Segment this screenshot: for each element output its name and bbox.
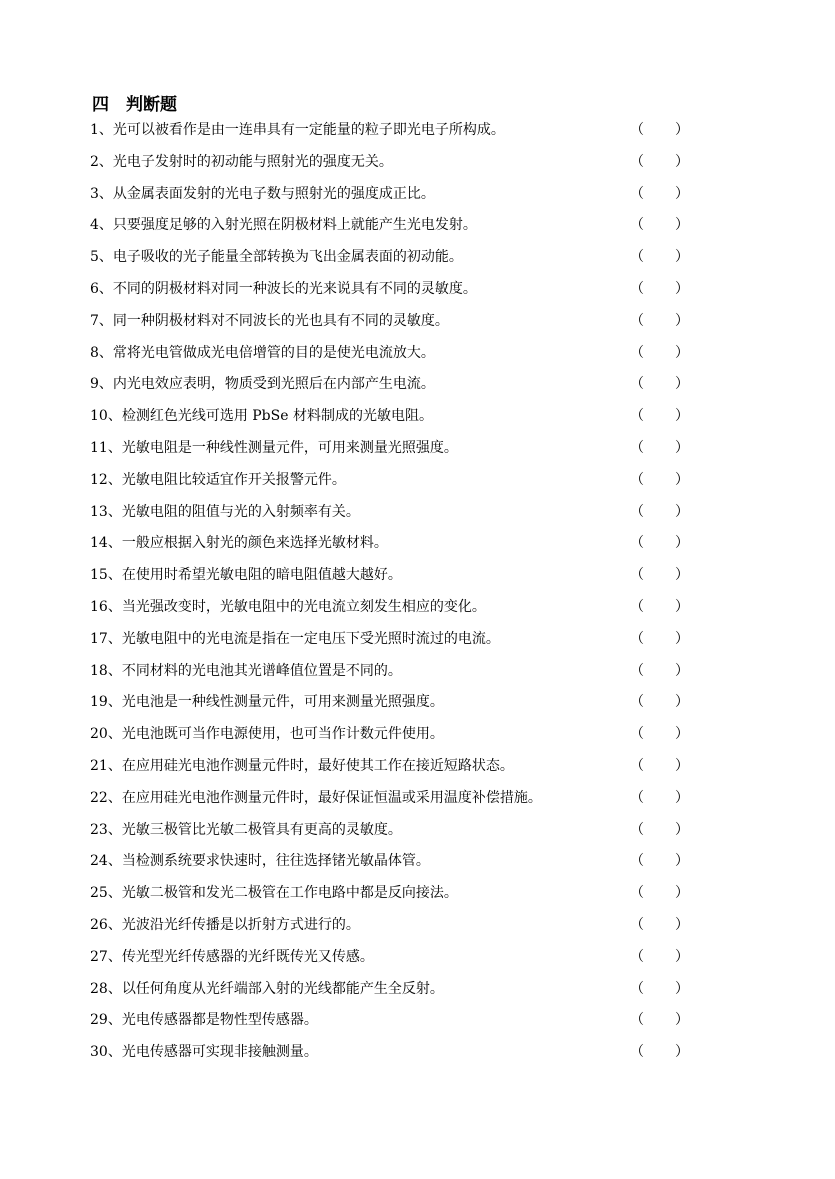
answer-paren-open: （	[630, 122, 644, 138]
question-item	[90, 692, 790, 724]
answer-paren-open: （	[630, 185, 644, 202]
answer-paren-open: （	[630, 948, 644, 965]
question-item	[90, 374, 790, 406]
answer-paren-close: ）	[675, 821, 689, 838]
question-text: 6、不同的阴极材料对同一种波长的光来说具有不同的灵敏度。	[90, 280, 477, 297]
answer-paren-open: （	[630, 885, 644, 902]
question-item	[90, 724, 790, 756]
question-item	[90, 629, 790, 661]
question-item	[90, 120, 790, 152]
answer-paren-open: （	[630, 408, 644, 425]
answer-paren-open: （	[630, 376, 644, 393]
question-item	[90, 1042, 790, 1074]
answer-paren-open: （	[630, 789, 644, 806]
question-item	[90, 915, 790, 947]
question-item	[90, 947, 790, 979]
answer-paren-close: ）	[675, 503, 689, 520]
answer-paren-open: （	[630, 916, 644, 933]
question-item	[90, 406, 790, 438]
answer-paren-close: ）	[675, 789, 689, 806]
question-text: 20、光电池既可当作电源使用，也可当作计数元件使用。	[90, 726, 444, 743]
question-text: 11、光敏电阻是一种线性测量元件，可用来测量光照强度。	[90, 439, 458, 456]
question-text: 26、光波沿光纤传播是以折射方式进行的。	[90, 916, 360, 933]
question-text: 9、内光电效应表明，物质受到光照后在内部产生电流。	[90, 376, 435, 393]
answer-paren-close: ）	[675, 376, 689, 393]
answer-paren-open: （	[630, 757, 644, 774]
question-text: 14、一般应根据入射光的颜色来选择光敏材料。	[90, 535, 388, 552]
answer-paren-close: ）	[675, 630, 689, 647]
answer-paren-open: （	[630, 853, 644, 870]
question-text: 12、光敏电阻比较适宜作开关报警元件。	[90, 471, 346, 488]
question-item	[90, 279, 790, 311]
question-item	[90, 597, 790, 629]
answer-paren-open: （	[630, 471, 644, 488]
question-text: 5、电子吸收的光子能量全部转换为飞出金属表面的初动能。	[90, 249, 463, 266]
answer-paren-close: ）	[675, 1044, 689, 1061]
answer-paren-close: ）	[675, 249, 689, 266]
question-item	[90, 1010, 790, 1042]
answer-paren-open: （	[630, 567, 644, 584]
answer-paren-close: ）	[675, 662, 689, 679]
answer-paren-close: ）	[675, 439, 689, 456]
question-item	[90, 470, 790, 502]
answer-paren-open: （	[630, 280, 644, 297]
answer-paren-close: ）	[675, 726, 689, 743]
answer-paren-open: （	[630, 1044, 644, 1061]
question-text: 23、光敏三极管比光敏二极管具有更高的灵敏度。	[90, 821, 402, 838]
answer-paren-close: ）	[675, 471, 689, 488]
question-text: 22、在应用硅光电池作测量元件时，最好保证恒温或采用温度补偿措施。	[90, 789, 542, 806]
answer-paren-close: ）	[675, 344, 689, 361]
question-text: 17、光敏电阻中的光电流是指在一定电压下受光照时流过的电流。	[90, 630, 500, 647]
question-item	[90, 311, 790, 343]
question-item	[90, 343, 790, 375]
question-item	[90, 851, 790, 883]
answer-paren-open: （	[630, 1012, 644, 1029]
question-item	[90, 820, 790, 852]
question-item	[90, 565, 790, 597]
question-text: 24、当检测系统要求快速时，往往选择锗光敏晶体管。	[90, 853, 430, 870]
answer-paren-close: ）	[675, 185, 689, 202]
section-title: 四 判断题	[92, 95, 177, 115]
answer-paren-open: （	[630, 535, 644, 552]
question-text: 4、只要强度足够的入射光照在阴极材料上就能产生光电发射。	[90, 217, 477, 234]
question-item	[90, 661, 790, 693]
question-text: 30、光电传感器可实现非接触测量。	[90, 1044, 318, 1061]
answer-paren-close: ）	[675, 535, 689, 552]
question-item	[90, 184, 790, 216]
answer-paren-close: ）	[675, 217, 689, 234]
answer-paren-open: （	[630, 344, 644, 361]
question-text: 15、在使用时希望光敏电阻的暗电阻值越大越好。	[90, 567, 402, 584]
answer-paren-close: ）	[675, 916, 689, 933]
answer-paren-open: （	[630, 694, 644, 711]
answer-paren-open: （	[630, 217, 644, 234]
answer-paren-close: ）	[675, 1012, 689, 1029]
answer-paren-close: ）	[675, 122, 689, 138]
answer-paren-open: （	[630, 249, 644, 266]
answer-paren-close: ）	[675, 280, 689, 297]
answer-paren-open: （	[630, 439, 644, 456]
answer-paren-open: （	[630, 630, 644, 647]
answer-paren-close: ）	[675, 153, 689, 170]
answer-paren-open: （	[630, 598, 644, 615]
question-text: 7、同一种阴极材料对不同波长的光也具有不同的灵敏度。	[90, 312, 449, 329]
question-text: 8、常将光电管做成光电倍增管的目的是使光电流放大。	[90, 344, 435, 361]
answer-paren-close: ）	[675, 312, 689, 329]
question-item	[90, 438, 790, 470]
question-text: 29、光电传感器都是物性型传感器。	[90, 1012, 318, 1029]
question-text: 1、光可以被看作是由一连串具有一定能量的粒子即光电子所构成。	[90, 122, 505, 138]
question-text: 16、当光强改变时，光敏电阻中的光电流立刻发生相应的变化。	[90, 598, 486, 615]
question-text: 13、光敏电阻的阻值与光的入射频率有关。	[90, 503, 360, 520]
answer-paren-close: ）	[675, 980, 689, 997]
question-text: 28、以任何角度从光纤端部入射的光线都能产生全反射。	[90, 980, 444, 997]
question-item	[90, 883, 790, 915]
question-text: 2、光电子发射时的初动能与照射光的强度无关。	[90, 153, 393, 170]
question-item	[90, 215, 790, 247]
question-item	[90, 979, 790, 1011]
answer-paren-close: ）	[675, 567, 689, 584]
answer-paren-open: （	[630, 821, 644, 838]
question-item	[90, 502, 790, 534]
answer-paren-open: （	[630, 503, 644, 520]
answer-paren-open: （	[630, 726, 644, 743]
answer-paren-open: （	[630, 662, 644, 679]
answer-paren-close: ）	[675, 757, 689, 774]
answer-paren-close: ）	[675, 694, 689, 711]
answer-paren-open: （	[630, 980, 644, 997]
question-text: 3、从金属表面发射的光电子数与照射光的强度成正比。	[90, 185, 435, 202]
question-item	[90, 152, 790, 184]
answer-paren-close: ）	[675, 853, 689, 870]
question-item	[90, 247, 790, 279]
answer-paren-close: ）	[675, 408, 689, 425]
question-item	[90, 756, 790, 788]
question-text: 19、光电池是一种线性测量元件，可用来测量光照强度。	[90, 694, 444, 711]
question-text: 10、检测红色光线可选用 PbSe 材料制成的光敏电阻。	[90, 408, 433, 425]
answer-paren-close: ）	[675, 885, 689, 902]
question-list	[90, 120, 790, 1074]
answer-paren-open: （	[630, 153, 644, 170]
question-text: 25、光敏二极管和发光二极管在工作电路中都是反向接法。	[90, 885, 458, 902]
question-text: 27、传光型光纤传感器的光纤既传光又传感。	[90, 948, 374, 965]
answer-paren-close: ）	[675, 598, 689, 615]
question-item	[90, 533, 790, 565]
question-text: 18、不同材料的光电池其光谱峰值位置是不同的。	[90, 662, 402, 679]
answer-paren-close: ）	[675, 948, 689, 965]
question-text: 21、在应用硅光电池作测量元件时，最好使其工作在接近短路状态。	[90, 757, 514, 774]
answer-paren-open: （	[630, 312, 644, 329]
question-item	[90, 788, 790, 820]
